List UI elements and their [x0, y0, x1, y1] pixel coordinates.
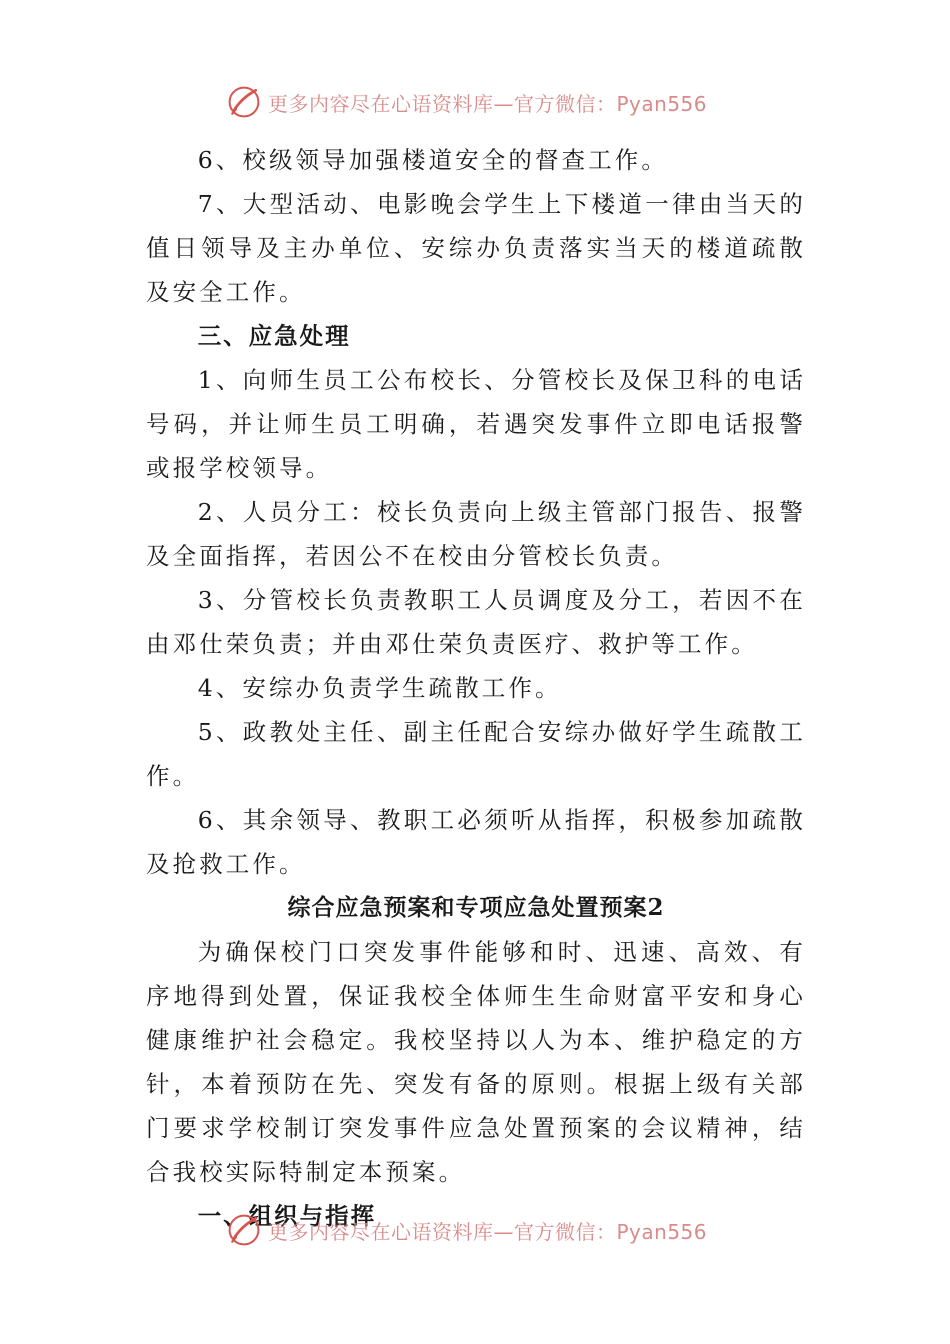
paragraph-4-evacuation: 4、安综办负责学生疏散工作。	[197, 674, 562, 702]
paragraph-2-staff-division: 2、人员分工：校长负责向上级主管部门报告、报警及全面指挥，若因公不在校由分管校长负责。	[146, 498, 806, 570]
banner-text: 更多内容尽在心语资料库—官方微信：Pyan556	[268, 91, 708, 116]
pen-logo-icon	[226, 84, 262, 120]
document-title: 综合应急预案和专项应急处置预案2	[287, 894, 665, 921]
paragraph-3-dispatch: 3、分管校长负责教职工人员调度及分工，若因不在由邓仕荣负责；并由邓仕荣负责医疗、救护等工作。	[146, 586, 806, 658]
paragraph-6-obey-command: 6、其余领导、教职工必须听从指挥，积极参加疏散及抢救工作。	[146, 806, 806, 878]
paragraph-6-stairway-supervision: 6、校级领导加强楼道安全的督查工作。	[197, 146, 668, 174]
paragraph-7-large-events: 7、大型活动、电影晚会学生上下楼道一律由当天的值日领导及主办单位、安综办负责落实当天的楼道疏散及安全工作。	[146, 190, 806, 306]
header-banner	[226, 82, 707, 122]
section-heading-emergency: 三、应急处理	[197, 322, 351, 350]
paragraph-intro: 为确保校门口突发事件能够和时、迅速、高效、有序地得到处置，保证我校全体师生生命财富平安和身心健康维护社会稳定。我校坚持以人为本、维护稳定的方针，本着预防在先、突发有备的原则。根据上级有关部门要求学校制订突发事件应急处置预案的会议精神，结合我校实际特制定本预案。	[146, 938, 806, 1186]
paragraph-1-phone-numbers: 1、向师生员工公布校长、分管校长及保卫科的电话号码，并让师生员工明确，若遇突发事件立即电话报警或报学校领导。	[146, 366, 806, 482]
pen-logo-icon	[226, 1212, 262, 1248]
document-body	[146, 138, 806, 1238]
paragraph-5-political-office: 5、政教处主任、副主任配合安综办做好学生疏散工作。	[146, 718, 806, 790]
section-heading-organization: 一、组织与指挥	[197, 1202, 377, 1230]
banner-text: 更多内容尽在心语资料库—官方微信：Pyan556	[268, 1219, 708, 1244]
footer-banner	[226, 1210, 707, 1250]
